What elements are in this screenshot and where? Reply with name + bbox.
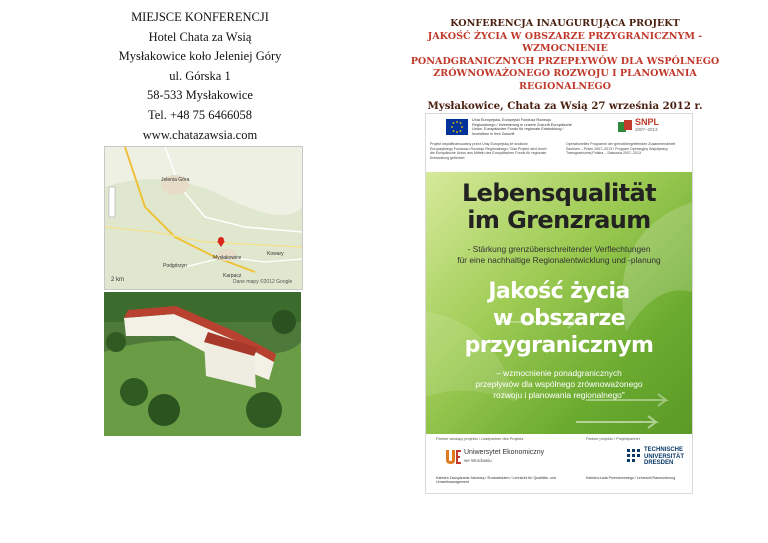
polish-subtitle-line-3: rozwoju i planowania regionalnego" (493, 390, 625, 400)
polish-title-line-3: przygranicznym (464, 333, 654, 358)
german-title (426, 180, 692, 234)
tu-name-line-2: UNIVERSITÄT (644, 453, 685, 460)
map-scale: 2 km (111, 277, 125, 283)
snpl-years: 2007–2013 (635, 127, 658, 132)
title-line-1: KONFERENCJA INAUGURUJĄCA PROJEKT (450, 18, 680, 29)
conference-date: Mysłakowice, Chata za Wsią 27 września 2012 r. (427, 100, 703, 112)
german-title-line-2: im Grenzraum (467, 206, 651, 234)
eu-funding-text: Unia Europejska, Europejski Fundusz Rozwoju Regionalnego / Investierung in unsere Zukunft Europäische Union, Europäischer Fonds für regionale Entwicklung / Investition in Ihre Zukunft (472, 118, 572, 136)
brochure-top (426, 114, 692, 174)
hotel-photo (104, 292, 301, 436)
tu-dresden-logo-icon (626, 448, 642, 464)
german-subtitle-line-2: für eine nachhaltige Regionalentwicklung und -planung (457, 255, 661, 265)
map-label-karpacz: Karpacz (223, 273, 242, 279)
ue-chair-text: Katedra Zarządzania Jakością i Środowiskiem / Lehrstuhl für Qualitäts- und Umweltmanagement (436, 476, 556, 485)
venue-info (110, 8, 290, 145)
map-graphic (105, 147, 302, 289)
polish-subtitle-line-1: – wzmocnienie ponadgranicznych (496, 368, 622, 378)
map-label-podgorzyn: Podgórzyn (163, 263, 187, 269)
lead-partner-label: Partner wiodący projektu / Leadpartner des Projekts (436, 437, 524, 441)
ue-wroclaw-logo-icon (444, 448, 462, 466)
tu-name-line-1: TECHNISCHE (644, 447, 684, 453)
polish-title-line-1: Jakość życia (488, 279, 630, 304)
title-line-2: JAKOŚĆ ŻYCIA W OBSZARZE PRZYGRANICZNYM - WZMOCNIENIE (427, 30, 703, 54)
brochure-cover (426, 172, 692, 434)
venue-phone: Tel. +48 75 6466058 (147, 107, 253, 122)
venue-location: Mysłakowice koło Jeleniej Góry (118, 49, 282, 64)
tu-name-line-3: DRESDEN (644, 460, 674, 466)
map-label-jelenia: Jelenia Góra (161, 177, 190, 183)
map-label-kowary: Kowary (267, 251, 284, 257)
tu-chair-text: Katedra Łada Przestrzennego / Lehrstuhl Raumordnung (586, 476, 676, 480)
project-brochure (425, 113, 693, 494)
venue-hotel: Hotel Chata za Wsią (148, 29, 252, 44)
project-funding-left: Projekt współfinansowany przez Unię Europejską ze środków Europejskiego Funduszu Rozwoju Regionalnego / Das Projekt wird durch die Europäische Union aus Mitteln des Europäischen Fonds für regionale Entwicklung gefördert (430, 142, 547, 160)
eu-flag-icon (446, 119, 468, 135)
conference-title (388, 18, 742, 93)
venue-heading: MIEJSCE KONFERENCJI (131, 10, 269, 24)
ue-city: we Wrocławiu (464, 458, 492, 463)
german-title-line-1: Lebensqualität (461, 179, 657, 207)
title-line-4: ZRÓWNOWAŻONEGO ROZWOJU I PLANOWANIA REGIONALNEGO (433, 68, 697, 92)
german-subtitle-line-1: - Stärkung grenzüberschreitender Verflechtungen (467, 244, 651, 254)
location-map[interactable] (104, 146, 303, 290)
polish-title-line-2: w obszarze (492, 306, 626, 331)
ue-name: Uniwersytet Ekonomiczny (464, 449, 545, 456)
tu-dresden-name (644, 447, 690, 467)
snpl-label: SNPL (635, 117, 660, 127)
map-label-myslakowice: Mysłakowice (213, 255, 242, 261)
hotel-photo-graphic (104, 292, 301, 436)
map-footer: Dane mapy ©2012 Google (233, 279, 293, 285)
polish-subtitle-line-2: przepływów dla wspólnego zrównoważonego (475, 379, 643, 389)
polish-title (426, 278, 692, 359)
german-subtitle (426, 244, 692, 266)
venue-postal: 58-533 Mysłakowice (147, 88, 253, 103)
venue-website[interactable]: www.chatazawsia.com (142, 127, 258, 142)
project-partner-label: Partner projektu / Projektpartner (586, 437, 641, 441)
polish-subtitle (426, 368, 692, 401)
project-funding-right: Operationelles Programm der grenzübergreifenden Zusammenarbeit Sachsen – Polen 2007–2013 / Program Operacyjny Współpracy Transgranicznej Polska – Saksonia 2007–2013 (566, 142, 676, 155)
venue-street: ul. Górska 1 (169, 68, 231, 83)
brochure-partners (426, 434, 692, 493)
title-line-3: PONADGRANICZNYCH PRZEPŁYWÓW DLA WSPÓLNEGO (410, 55, 720, 67)
